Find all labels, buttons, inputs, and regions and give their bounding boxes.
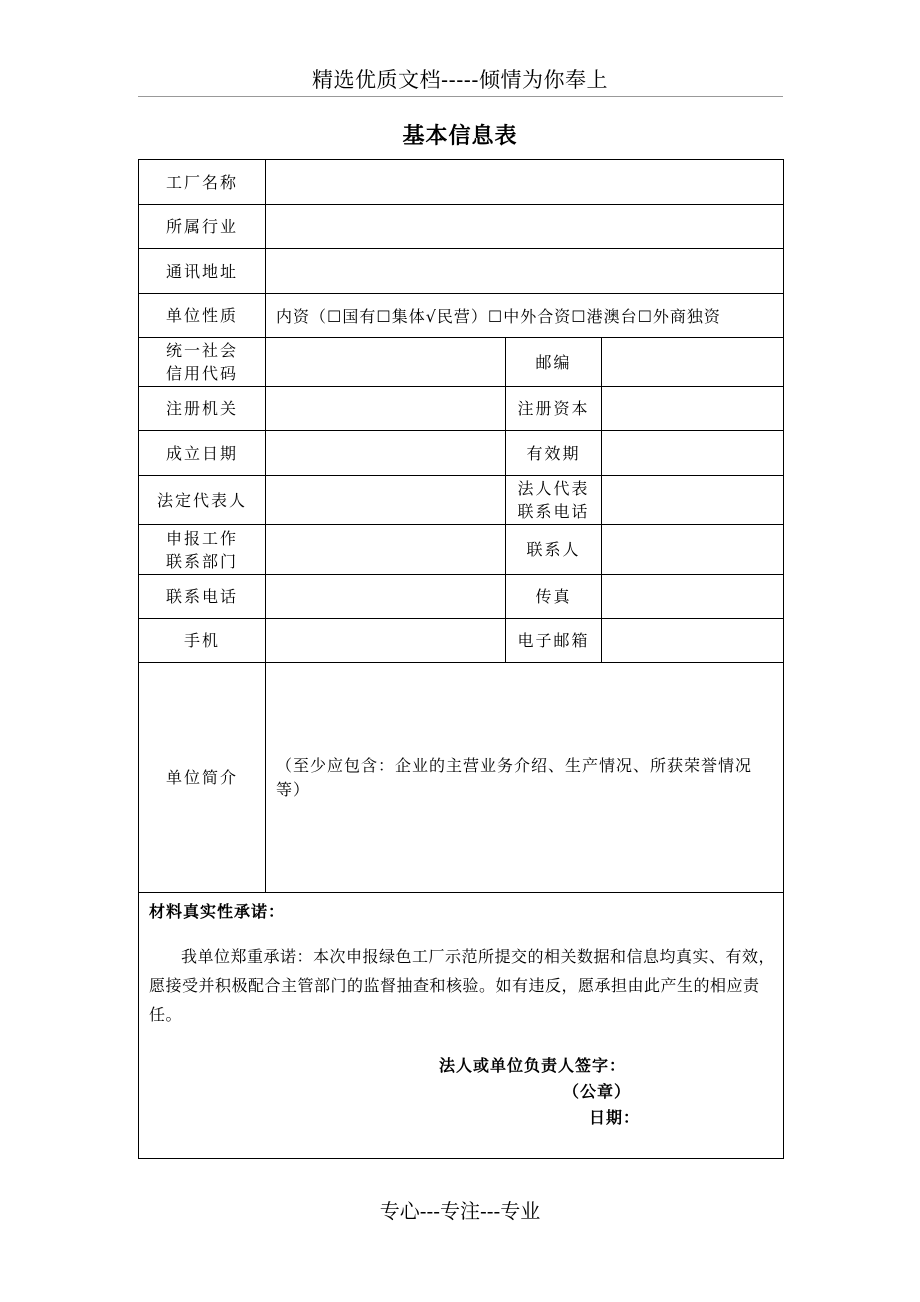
commitment-body: 我单位郑重承诺：本次申报绿色工厂示范所提交的相关数据和信息均真实、有效，愿接受并积极配合主管部门的监督抽查和核验。如有违反，愿承担由此产生的相应责任。 <box>149 947 776 1024</box>
legal-phone-field[interactable] <box>602 476 784 525</box>
seal-label: （公章） <box>563 1082 632 1101</box>
nature-label: 单位性质 <box>139 294 266 338</box>
basic-info-table <box>138 159 784 1159</box>
email-label: 电子邮箱 <box>506 619 602 663</box>
postcode-field[interactable] <box>602 338 784 387</box>
fax-field[interactable] <box>602 575 784 619</box>
legal-rep-field[interactable] <box>266 476 506 525</box>
mobile-label: 手机 <box>139 619 266 663</box>
table-row <box>139 294 784 338</box>
signature-label: 法人或单位负责人签字： <box>439 1056 627 1075</box>
factory-name-label: 工厂名称 <box>139 160 266 205</box>
legal-phone-label-line2: 联系电话 <box>517 502 590 521</box>
table-row <box>139 525 784 575</box>
dept-label-line2: 联系部门 <box>165 551 238 571</box>
industry-field[interactable] <box>266 205 784 249</box>
intro-field[interactable]: （至少应包含：企业的主营业务介绍、生产情况、所获荣誉情况等） <box>266 663 784 893</box>
table-row <box>139 575 784 619</box>
table-row <box>139 663 784 893</box>
dept-field[interactable] <box>266 525 506 575</box>
table-row <box>139 619 784 663</box>
table-row <box>139 160 784 205</box>
commitment-heading: 材料真实性承诺： <box>149 902 286 921</box>
table-row <box>139 249 784 294</box>
est-date-field[interactable] <box>266 431 506 476</box>
legal-phone-label <box>506 476 602 525</box>
table-row <box>139 205 784 249</box>
validity-label: 有效期 <box>506 431 602 476</box>
factory-name-field[interactable] <box>266 160 784 205</box>
table-row <box>139 338 784 387</box>
table-row <box>139 387 784 431</box>
validity-field[interactable] <box>602 431 784 476</box>
credit-code-field[interactable] <box>266 338 506 387</box>
contact-field[interactable] <box>602 525 784 575</box>
postcode-label: 邮编 <box>506 338 602 387</box>
date-label: 日期： <box>589 1108 641 1127</box>
intro-label: 单位简介 <box>139 663 266 893</box>
contact-label: 联系人 <box>506 525 602 575</box>
email-field[interactable] <box>602 619 784 663</box>
credit-code-label <box>139 338 266 387</box>
reg-capital-field[interactable] <box>602 387 784 431</box>
credit-code-label-line1: 统一社会 <box>165 341 238 360</box>
fax-label: 传真 <box>506 575 602 619</box>
phone-field[interactable] <box>266 575 506 619</box>
page-footer: 专心---专注---专业 <box>379 1199 541 1223</box>
header-divider <box>138 96 783 97</box>
nature-options[interactable]: 内资（☐国有☐集体√民营）☐中外合资☐港澳台☐外商独资 <box>266 294 784 338</box>
reg-authority-field[interactable] <box>266 387 506 431</box>
est-date-label: 成立日期 <box>139 431 266 476</box>
legal-rep-label: 法定代表人 <box>139 476 266 525</box>
reg-capital-label: 注册资本 <box>506 387 602 431</box>
legal-phone-label-line1: 法人代表 <box>517 479 590 498</box>
mobile-field[interactable] <box>266 619 506 663</box>
page-header: 精选优质文档-----倾情为你奉上 <box>312 68 608 92</box>
reg-authority-label: 注册机关 <box>139 387 266 431</box>
dept-label <box>139 525 266 575</box>
table-row <box>139 476 784 525</box>
table-row <box>139 893 784 1159</box>
industry-label: 所属行业 <box>139 205 266 249</box>
table-row <box>139 431 784 476</box>
phone-label: 联系电话 <box>139 575 266 619</box>
address-field[interactable] <box>266 249 784 294</box>
commitment-section <box>139 893 784 1159</box>
form-title: 基本信息表 <box>402 124 518 149</box>
dept-label-line1: 申报工作 <box>165 528 238 548</box>
address-label: 通讯地址 <box>139 249 266 294</box>
credit-code-label-line2: 信用代码 <box>165 364 238 383</box>
